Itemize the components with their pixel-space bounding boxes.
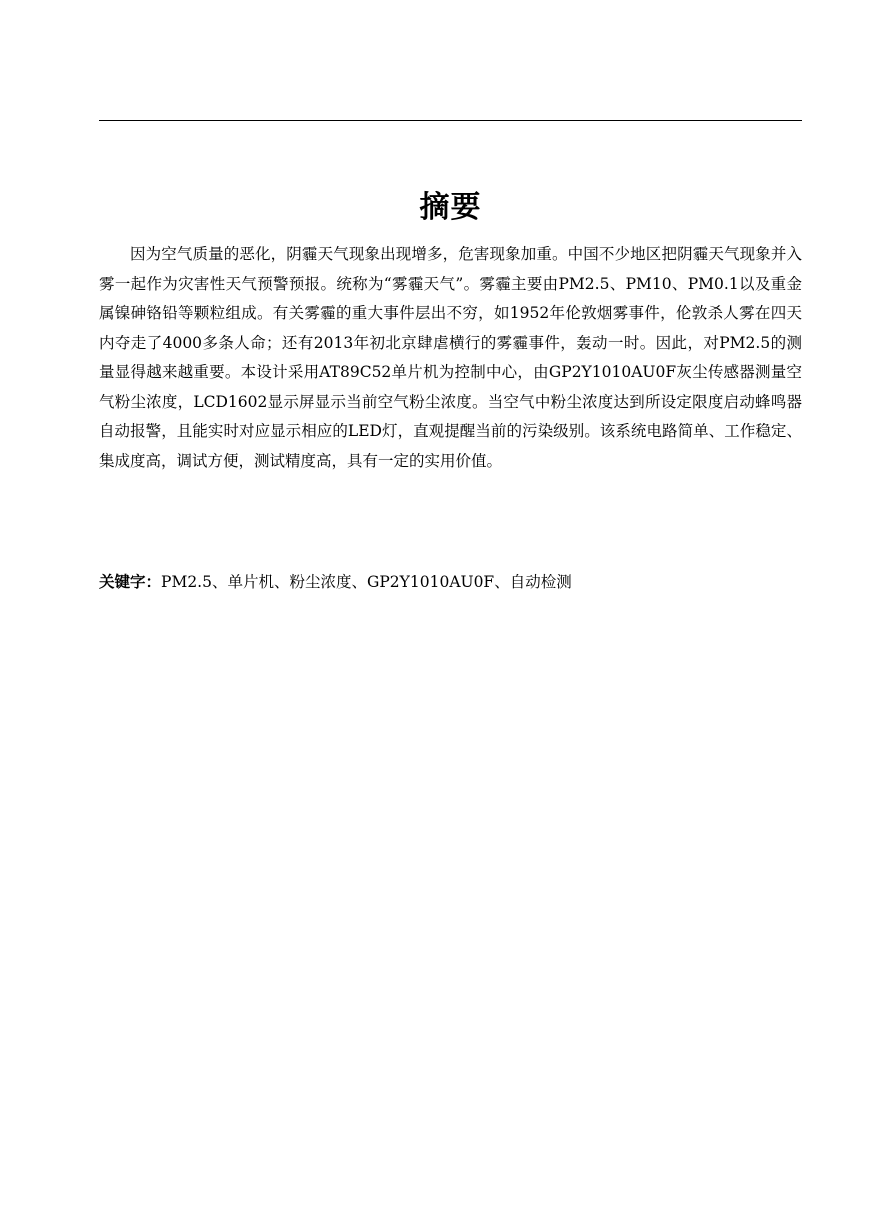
keywords-label: 关键字： — [99, 573, 162, 591]
page-title: 摘要 — [419, 190, 482, 225]
keywords-line — [99, 568, 802, 597]
header-rule — [99, 120, 802, 121]
keywords-text: PM2.5、单片机、粉尘浓度、GP2Y1010AU0F、自动检测 — [161, 573, 572, 591]
abstract-paragraph: 因为空气质量的恶化，阴霾天气现象出现增多，危害现象加重。中国不少地区把阴霾天气现象并入雾一起作为灾害性天气预警预报。统称为“雾霾天气”。雾霾主要由PM2.5、PM10、PM0.1以及重金属镍砷铬铅等颗粒组成。有关雾霾的重大事件层出不穷，如1952年伦敦烟雾事件，伦敦杀人雾在四天内夺走了4000多条人命；还有2013年初北京肆虐横行的雾霾事件，轰动一时。因此，对PM2.5的测量显得越来越重要。本设计采用AT89C52单片机为控制中心，由GP2Y1010AU0F灰尘传感器测量空气粉尘浓度，LCD1602显示屏显示当前空气粉尘浓度。当空气中粉尘浓度达到所设定限度启动蜂鸣器自动报警，且能实时对应显示相应的LED灯，直观提醒当前的污染级别。该系统电路简单、工作稳定、集成度高，调试方便，测试精度高，具有一定的实用价值。 — [99, 245, 802, 470]
